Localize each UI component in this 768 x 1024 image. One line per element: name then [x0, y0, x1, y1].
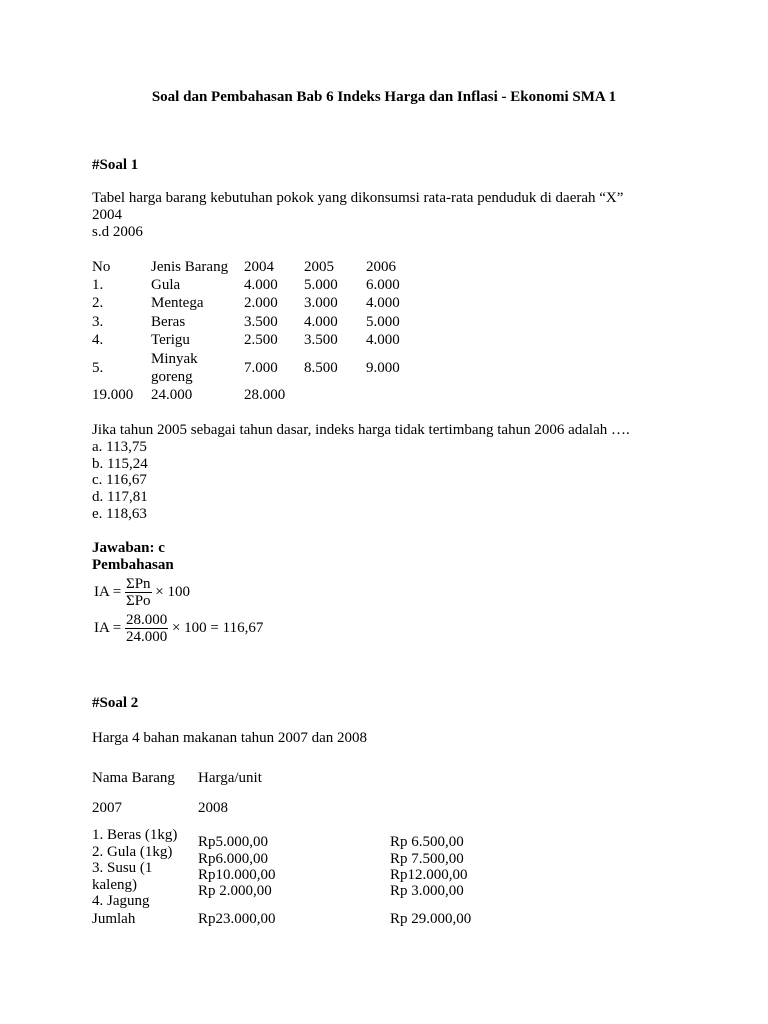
- table-row-2006: 9.000: [366, 360, 400, 376]
- option-c: c. 116,67: [92, 472, 147, 488]
- table-row-2004: 7.000: [244, 360, 278, 376]
- price-2008: Rp12.000,00: [390, 867, 468, 883]
- option-a: a. 113,75: [92, 439, 147, 455]
- formula-lhs: IA =: [94, 584, 122, 600]
- col-name-header: Nama Barang: [92, 770, 175, 786]
- soal1-intro-line1: Tabel harga barang kebutuhan pokok yang dikonsumsi rata-rata penduduk di daerah “X”: [92, 190, 624, 206]
- formula-numerator: ΣPn: [125, 576, 151, 592]
- table-row-item: Gula: [151, 277, 181, 293]
- list-item: 4. Jagung: [92, 893, 150, 909]
- answer-label: Jawaban: c: [92, 540, 165, 556]
- soal1-question: Jika tahun 2005 sebagai tahun dasar, indeks harga tidak tertimbang tahun 2006 adalah ….: [92, 422, 630, 438]
- table-row-2006: 6.000: [366, 277, 400, 293]
- table-row-2006: 4.000: [366, 295, 400, 311]
- price-2007: Rp 2.000,00: [198, 883, 272, 899]
- table-row-2004: 2.000: [244, 295, 278, 311]
- formula-calculation: [94, 612, 263, 645]
- price-2007: Rp10.000,00: [198, 867, 276, 883]
- price-2008: Rp 6.500,00: [390, 834, 464, 850]
- table-row-item: Mentega: [151, 295, 204, 311]
- table-header-item: Jenis Barang: [151, 259, 229, 275]
- total-2008: Rp 29.000,00: [390, 911, 472, 927]
- table-row-no: 5.: [92, 360, 104, 376]
- table-row-2004: 3.500: [244, 314, 278, 330]
- total-2007: Rp23.000,00: [198, 911, 276, 927]
- formula-lhs: IA =: [94, 620, 122, 636]
- list-item: 1. Beras (1kg): [92, 827, 178, 843]
- col-price-header: Harga/unit: [198, 770, 262, 786]
- table-total-2005: 24.000: [151, 387, 193, 403]
- table-header-2006: 2006: [366, 259, 396, 275]
- formula-rhs: × 100 = 116,67: [171, 620, 264, 636]
- price-2008: Rp 7.500,00: [390, 851, 464, 867]
- table-row-item: Terigu: [151, 332, 190, 348]
- table-row-item-line2: goreng: [151, 369, 193, 385]
- option-e: e. 118,63: [92, 506, 147, 522]
- soal1-heading: #Soal 1: [92, 157, 139, 173]
- soal2-intro: Harga 4 bahan makanan tahun 2007 dan 2008: [92, 730, 368, 746]
- price-2007: Rp5.000,00: [198, 834, 269, 850]
- formula-fraction: [125, 612, 168, 645]
- table-row-no: 1.: [92, 277, 104, 293]
- table-row-item-line1: Minyak: [151, 351, 198, 367]
- discussion-label: Pembahasan: [92, 557, 174, 573]
- option-b: b. 115,24: [92, 456, 148, 472]
- page-title: Soal dan Pembahasan Bab 6 Indeks Harga dan Inflasi - Ekonomi SMA 1: [151, 89, 617, 105]
- table-row-no: 3.: [92, 314, 104, 330]
- soal1-intro-line2: 2004: [92, 207, 122, 223]
- formula-denominator: 24.000: [125, 629, 168, 645]
- table-row-2005: 5.000: [304, 277, 338, 293]
- table-row-2004: 2.500: [244, 332, 278, 348]
- total-label: Jumlah: [92, 911, 136, 927]
- table-row-2005: 3.500: [304, 332, 338, 348]
- soal2-heading: #Soal 2: [92, 695, 139, 711]
- year-2008-header: 2008: [198, 800, 228, 816]
- formula-fraction: [125, 576, 152, 609]
- table-row-item: Beras: [151, 314, 186, 330]
- list-item: kaleng): [92, 877, 137, 893]
- price-2007: Rp6.000,00: [198, 851, 269, 867]
- table-row-2004: 4.000: [244, 277, 278, 293]
- table-header-no: No: [92, 259, 111, 275]
- table-total-2006: 28.000: [244, 387, 286, 403]
- table-row-no: 4.: [92, 332, 104, 348]
- table-total-2004: 19.000: [92, 387, 134, 403]
- table-row-2005: 3.000: [304, 295, 338, 311]
- list-item: 2. Gula (1kg): [92, 844, 173, 860]
- table-row-2006: 5.000: [366, 314, 400, 330]
- list-item: 3. Susu (1: [92, 860, 153, 876]
- table-row-2005: 8.500: [304, 360, 338, 376]
- year-2007-header: 2007: [92, 800, 122, 816]
- table-row-2006: 4.000: [366, 332, 400, 348]
- table-header-2005: 2005: [304, 259, 334, 275]
- option-d: d. 117,81: [92, 489, 148, 505]
- price-2008: Rp 3.000,00: [390, 883, 464, 899]
- formula-rhs: × 100: [155, 584, 191, 600]
- formula-numerator: 28.000: [125, 612, 168, 628]
- table-row-no: 2.: [92, 295, 104, 311]
- formula-index: [94, 576, 190, 609]
- formula-denominator: ΣPo: [125, 593, 151, 609]
- table-header-2004: 2004: [244, 259, 274, 275]
- table-row-2005: 4.000: [304, 314, 338, 330]
- soal1-intro-line3: s.d 2006: [92, 224, 143, 240]
